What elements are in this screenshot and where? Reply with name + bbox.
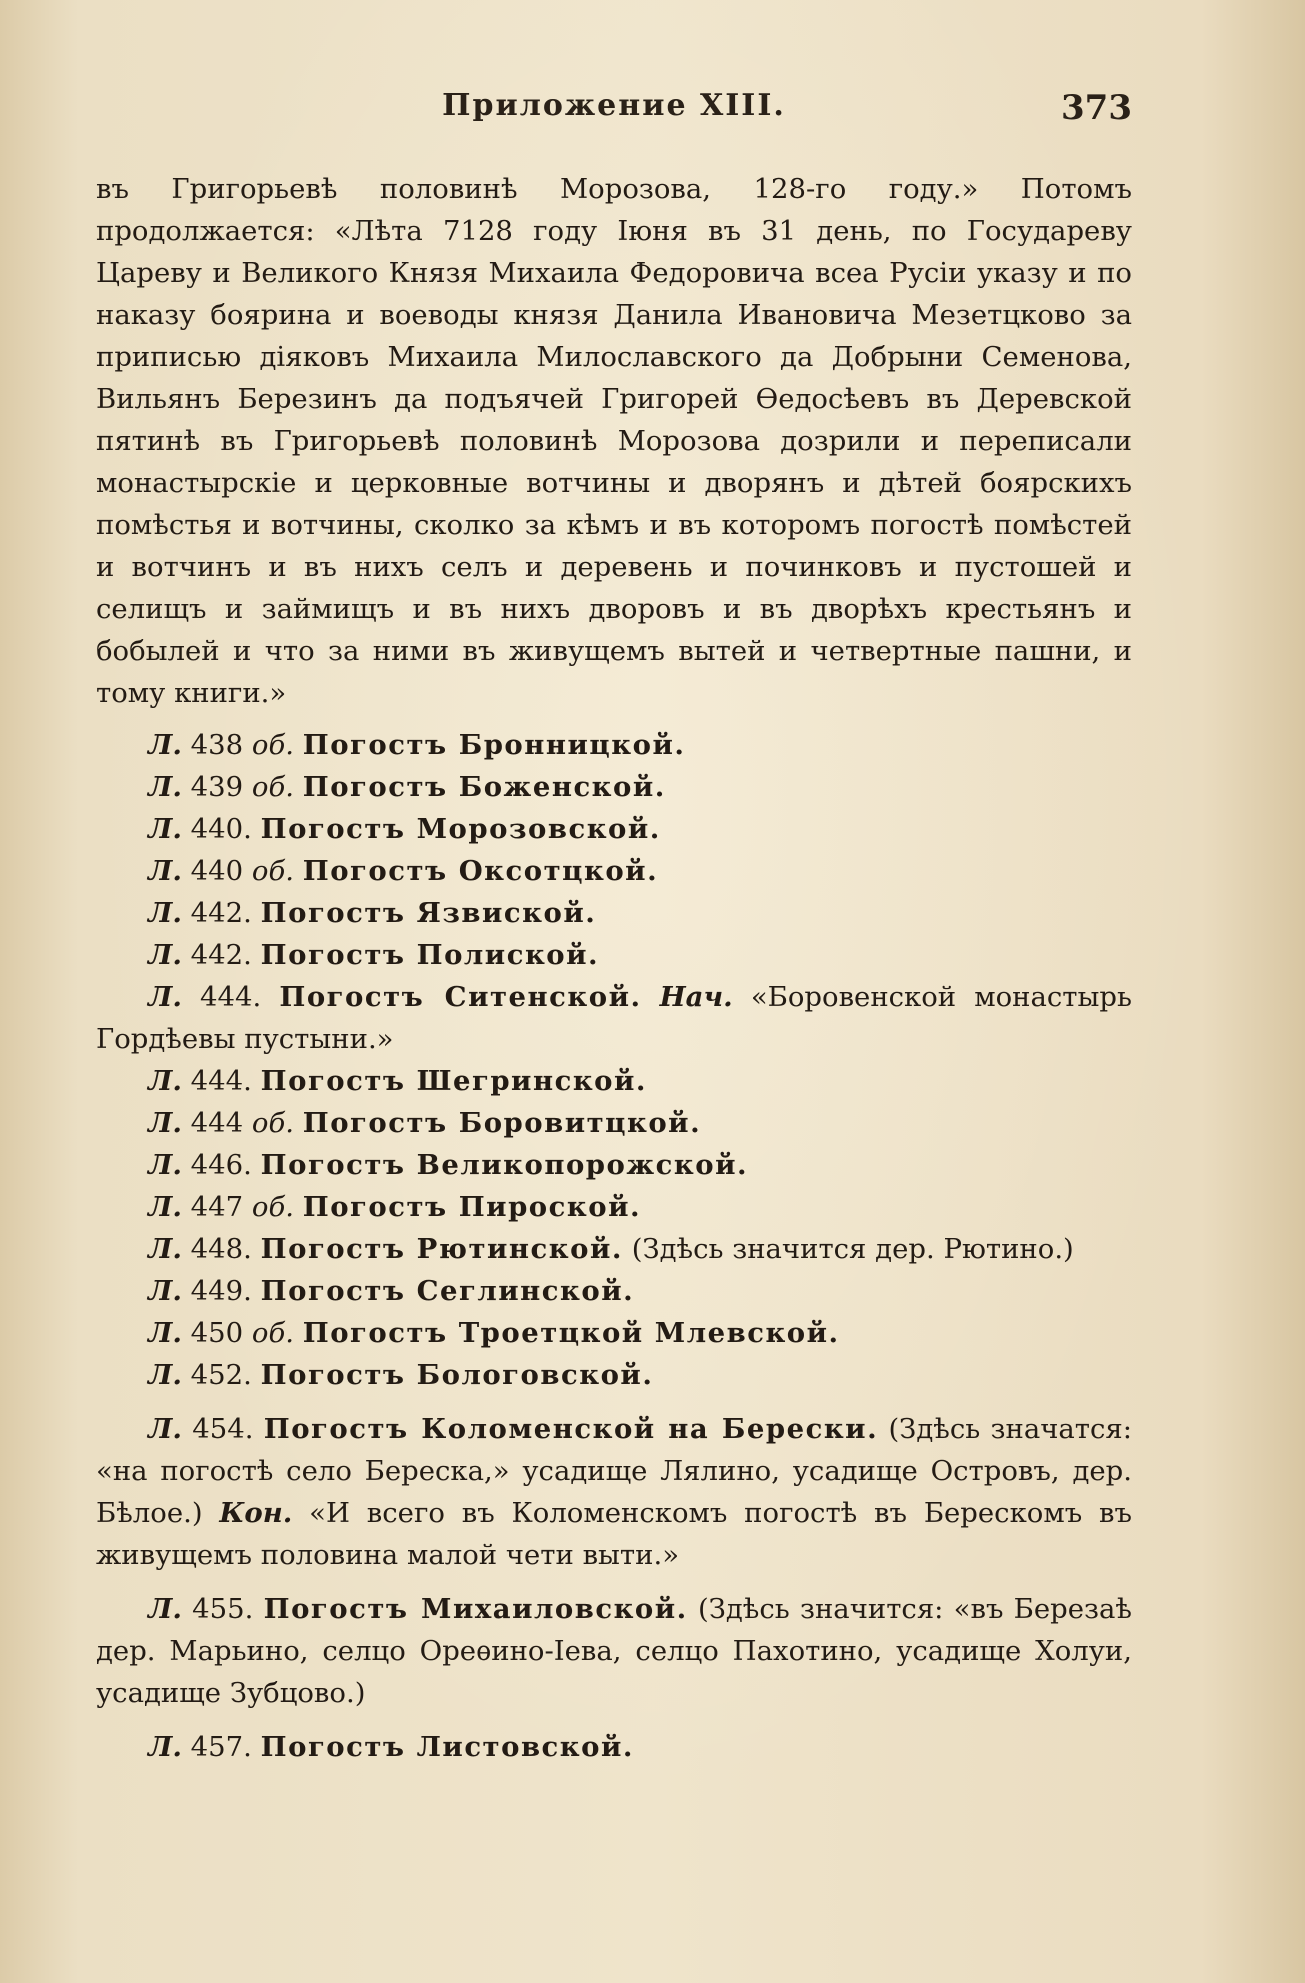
folio-number: 439 <box>190 771 244 803</box>
pogost-name: Погостъ Шегринской. <box>260 1065 647 1097</box>
folio-entry <box>96 1408 1132 1576</box>
folio-number: 444. <box>200 981 262 1013</box>
folio-entry <box>96 976 1132 1060</box>
folio-entry <box>96 1312 1132 1354</box>
body-text <box>96 168 1132 1768</box>
pogost-name: Погостъ Полиской. <box>260 939 600 971</box>
folio-entry <box>96 850 1132 892</box>
folio-number: 457. <box>190 1731 252 1763</box>
pogost-name: Погостъ Морозовской. <box>260 813 661 845</box>
folio-number: 452. <box>190 1359 252 1391</box>
folio-abbrev: Л. <box>148 897 182 929</box>
folio-entry <box>96 1588 1132 1714</box>
folio-number: 447 <box>190 1191 244 1223</box>
pogost-name: Погостъ Бронницкой. <box>302 729 686 761</box>
pogost-name: Погостъ Пироской. <box>302 1191 642 1223</box>
pogost-name: Погостъ Троетцкой Млевской. <box>302 1317 840 1349</box>
pogost-name: Погостъ Оксотцкой. <box>302 855 659 887</box>
page-number: 373 <box>1061 88 1132 128</box>
folio-number: 438 <box>190 729 244 761</box>
pogost-name: Погостъ Боженской. <box>302 771 666 803</box>
folio-abbrev: Л. <box>148 1149 182 1181</box>
folio-entry <box>96 1228 1132 1270</box>
folio-entry <box>96 1726 1132 1768</box>
pogost-name: Погостъ Коломенской на Берески. <box>263 1413 879 1445</box>
folio-entry <box>96 724 1132 766</box>
folio-entry <box>96 1354 1132 1396</box>
folio-number: 450 <box>190 1317 244 1349</box>
folio-number: 449. <box>190 1275 252 1307</box>
folio-number: 444. <box>190 1065 252 1097</box>
folio-number: 442. <box>190 897 252 929</box>
folio-abbrev: Л. <box>148 1191 182 1223</box>
folio-number: 446. <box>190 1149 252 1181</box>
pogost-name: Погостъ Язвиской. <box>260 897 597 929</box>
pogost-name: Погостъ Рютинской. <box>260 1233 623 1265</box>
folio-entry <box>96 1102 1132 1144</box>
folio-abbrev: Л. <box>148 729 182 761</box>
explicit-abbrev: Кон. <box>219 1497 293 1529</box>
folio-abbrev: Л. <box>148 1413 182 1445</box>
entry-note: (Здѣсь значится: «въ Березаѣ дер. Марьино, селцо Ореѳино-Іева, селцо Пахотино, усадище Холуи, усадище Зубцово.) <box>96 1593 1133 1709</box>
folio-entry <box>96 1144 1132 1186</box>
folio-abbrev: Л. <box>148 813 182 845</box>
folio-number: 442. <box>190 939 252 971</box>
folio-abbrev: Л. <box>148 1359 182 1391</box>
folio-number: 444 <box>190 1107 244 1139</box>
folio-number: 440 <box>190 855 244 887</box>
pogost-name: Погостъ Сеглинской. <box>260 1275 635 1307</box>
folio-abbrev: Л. <box>148 1065 182 1097</box>
folio-abbrev: Л. <box>148 1731 182 1763</box>
folio-verso: об. <box>251 1107 294 1139</box>
folio-number: 455. <box>192 1593 254 1625</box>
pogost-name: Погостъ Ситенской. <box>279 981 642 1013</box>
folio-abbrev: Л. <box>148 1107 182 1139</box>
folio-verso: об. <box>251 855 294 887</box>
incipit-abbrev: Нач. <box>659 981 733 1013</box>
folio-abbrev: Л. <box>148 855 182 887</box>
pogost-name: Погостъ Михаиловской. <box>263 1593 688 1625</box>
folio-abbrev: Л. <box>148 1317 182 1349</box>
folio-verso: об. <box>251 729 294 761</box>
entry-note: (Здѣсь значится дер. Рютино.) <box>631 1233 1074 1265</box>
entry-list <box>96 724 1132 1768</box>
folio-entry <box>96 892 1132 934</box>
folio-abbrev: Л. <box>148 1275 182 1307</box>
folio-number: 440. <box>190 813 252 845</box>
folio-abbrev: Л. <box>148 771 182 803</box>
pogost-name: Погостъ Великопорожской. <box>260 1149 749 1181</box>
folio-entry <box>96 1270 1132 1312</box>
entry-note: «Боровенской монастырь Гордѣевы пустыни.» <box>96 981 1132 1055</box>
folio-entry <box>96 1060 1132 1102</box>
pogost-name: Погостъ Бологовской. <box>260 1359 654 1391</box>
folio-abbrev: Л. <box>148 1233 182 1265</box>
folio-verso: об. <box>251 1191 294 1223</box>
folio-verso: об. <box>251 771 294 803</box>
folio-entry <box>96 766 1132 808</box>
folio-number: 448. <box>190 1233 252 1265</box>
intro-paragraph: въ Григорьевѣ половинѣ Морозова, 128-го году.» Потомъ продолжается: «Лѣта 7128 году Іюня въ 31 день, по Государеву Цареву и Великого Князя Михаила Федоровича всеа Русіи указу и по наказу боярина и воеводы князя Данила Ивановича Мезетцково за приписью діяковъ Михаила Милославского да Добрыни Семенова, Вильянъ Березинъ да подъячей Григорей Ѳедосѣевъ въ Деревской пятинѣ въ Григорьевѣ половинѣ Морозова дозрили и переписали монастырскіе и церковные вотчины и дворянъ и дѣтей боярскихъ помѣстья и вотчины, сколко за кѣмъ и въ которомъ погостѣ помѣстей и вотчинъ и въ нихъ селъ и деревень и починковъ и пустошей и селищъ и займищъ и въ нихъ дворовъ и въ дворѣхъ крестьянъ и бобылей и что за ними въ живущемъ вытей и четвертные пашни, и тому книги.» <box>96 173 1132 709</box>
pogost-name: Погостъ Листовской. <box>260 1731 634 1763</box>
folio-number: 454. <box>192 1413 254 1445</box>
folio-abbrev: Л. <box>148 1593 182 1625</box>
folio-entry <box>96 1186 1132 1228</box>
folio-verso: об. <box>251 1317 294 1349</box>
running-title: Приложение XIII. <box>442 88 786 123</box>
pogost-name: Погостъ Боровитцкой. <box>302 1107 702 1139</box>
folio-entry <box>96 934 1132 976</box>
entry-quote: «И всего въ Коломенскомъ погостѣ въ Берескомъ въ живущемъ половина малой чети выти.» <box>96 1497 1132 1571</box>
page-header <box>96 88 1132 134</box>
folio-abbrev: Л. <box>148 981 182 1013</box>
entry-note: (Здѣсь значатся: «на погостѣ село Береска,» усадище Лялино, усадище Островъ, дер. Бѣлое.) <box>96 1413 1133 1529</box>
folio-abbrev: Л. <box>148 939 182 971</box>
folio-entry <box>96 808 1132 850</box>
